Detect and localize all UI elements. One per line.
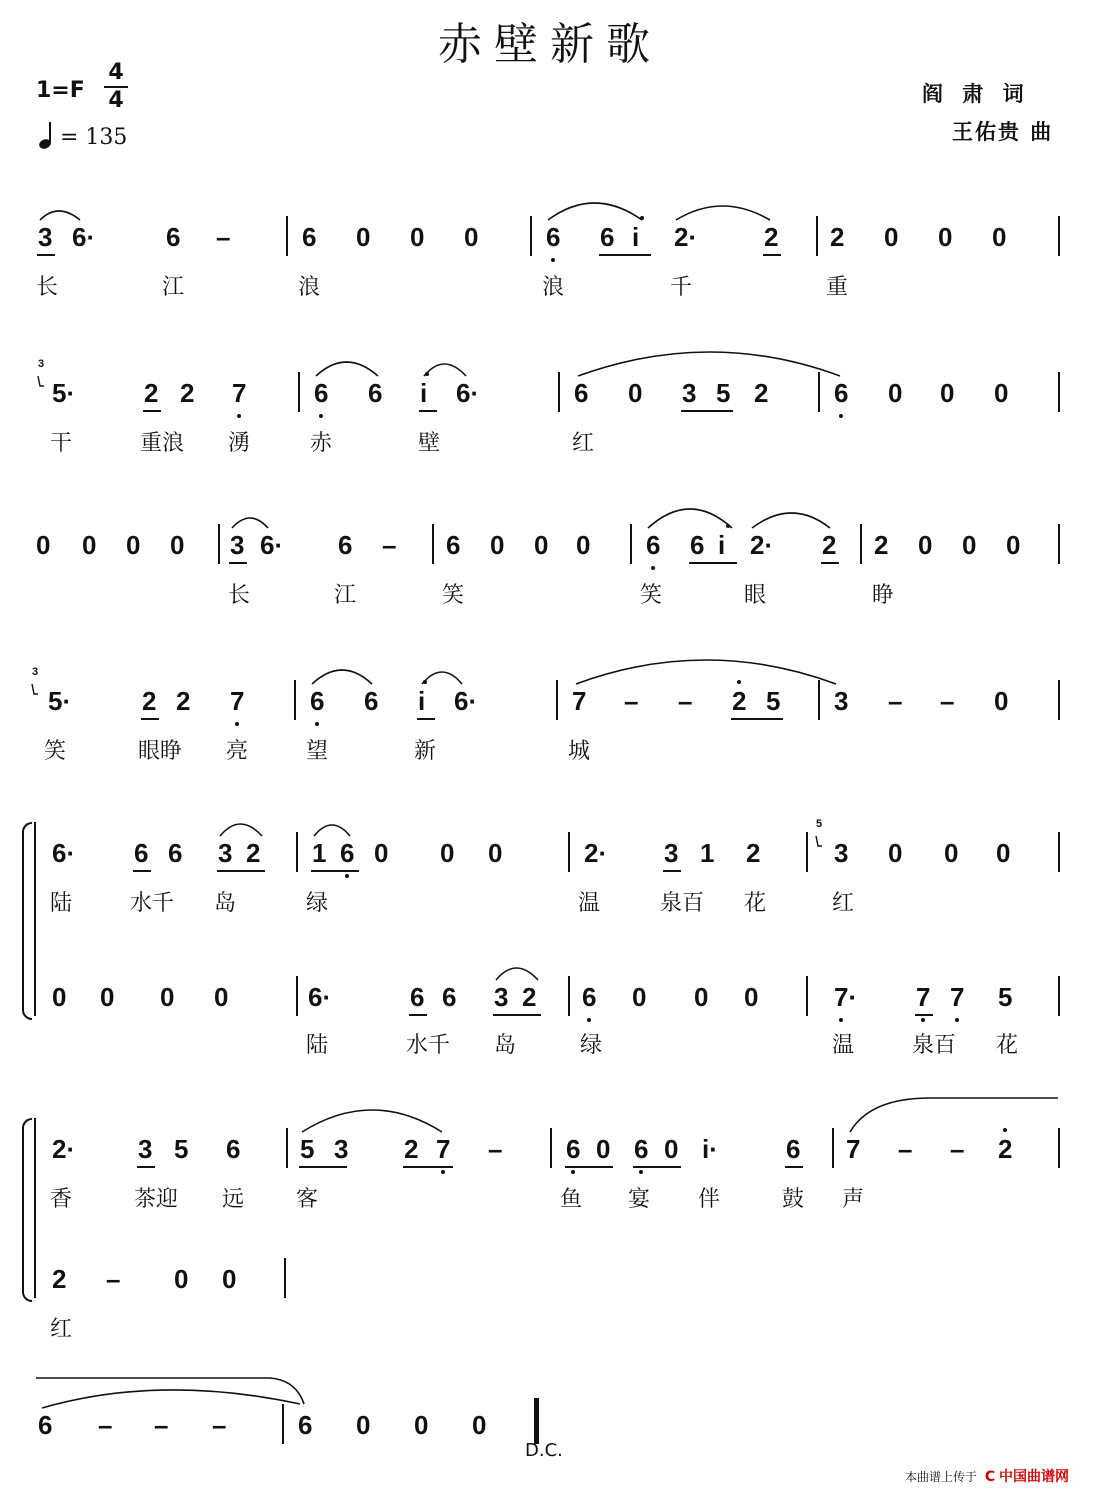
lyric: 江 [334,583,357,608]
quarter-note-icon [38,120,60,150]
note: 2 [830,222,845,252]
note: 0 [888,378,903,408]
note: – [940,686,955,716]
note: 3 [834,686,849,716]
lyric: 亮 [226,739,249,764]
lyric: 壁 [418,431,441,456]
lyrics-row [0,266,1100,300]
lyric: 重 [826,275,849,300]
note: 0 [356,222,371,252]
note: 0 [464,222,479,252]
note: 6 [168,838,183,868]
note: – [106,1264,121,1294]
note: 5 [998,982,1013,1012]
lyric: 岛 [494,1033,517,1058]
lyric: 花 [744,891,767,916]
note: 6 [634,1134,649,1164]
note: 6 [166,222,181,252]
note: 2 [404,1134,419,1164]
lyric: 江 [162,275,185,300]
notes-row [0,976,1100,1020]
lyric: 长 [36,275,59,300]
note: 2 [874,530,889,560]
note: 2· [52,1134,76,1164]
note: 0 [440,838,455,868]
lyric: 睁 [872,583,895,608]
note: 6 [446,530,461,560]
lyric: 鼓 [782,1187,805,1212]
note: 2 [754,378,769,408]
lyric: 水千 [130,891,175,916]
note: – [888,686,903,716]
note: 6 [786,1134,801,1164]
lyric: 绿 [306,891,329,916]
lyric: 伴 [698,1187,721,1212]
note: – [898,1134,913,1164]
note: – [678,686,693,716]
upload-footer [905,1466,1069,1486]
note: 0 [938,222,953,252]
note: 5 [766,686,781,716]
note: 2 [142,686,157,716]
note: 0 [534,530,549,560]
lyric: 浪 [542,275,565,300]
note: 3 [664,838,679,868]
lyric: 笑 [640,583,663,608]
note: 2 [822,530,837,560]
composer-credit: 王佑贵 曲 [952,119,1054,144]
lyric: 花 [996,1033,1019,1058]
note: 0 [944,838,959,868]
note: 3 [138,1134,153,1164]
note: 0 [628,378,643,408]
lyric: 红 [50,1317,73,1342]
note: 0 [962,530,977,560]
note: 1 [312,838,327,868]
lyric: 茶迎 [134,1187,179,1212]
note: 0 [940,378,955,408]
lyrics-row [0,1178,1100,1212]
note: 5 [174,1134,189,1164]
notes-row [0,524,1100,568]
note: 0 [222,1264,237,1294]
logo-icon: C [984,1469,996,1485]
note: 6 [574,378,589,408]
lyric: 千 [670,275,693,300]
lyric: 浪 [298,275,321,300]
note: i [418,686,426,716]
note: 6 [646,530,661,560]
note: 0 [744,982,759,1012]
note: 0 [488,838,503,868]
note: 0 [694,982,709,1012]
note: 0 [472,1410,487,1440]
lyric: 赤 [310,431,333,456]
lyric: 眼睁 [138,739,183,764]
notes-row [0,1258,1100,1302]
notes-row [0,358,1100,416]
note: 2· [674,222,698,252]
time-signature [104,62,128,112]
note: – [488,1134,503,1164]
note: 2· [584,838,608,868]
note: 2 [764,222,779,252]
note: 3 [682,378,697,408]
note: 6 [410,982,425,1012]
note: 6· [456,378,480,408]
note: 0 [36,530,51,560]
note: – [382,530,397,560]
lyric: 宴 [628,1187,651,1212]
notes-row [0,1128,1100,1172]
note: 5 [716,378,731,408]
note: 6 [442,982,457,1012]
lyrics-row [0,1024,1100,1058]
note: 0 [1006,530,1021,560]
note: 6 [302,222,317,252]
note: 6 [38,1410,53,1440]
note: 5· [48,686,72,716]
lyric: 客 [296,1187,319,1212]
lyric: 笑 [442,583,465,608]
note: 2 [176,686,191,716]
lyric: 湧 [228,431,251,456]
note: 0 [82,530,97,560]
note: 2 [246,838,261,868]
note: 0 [918,530,933,560]
lyric: 泉百 [660,891,705,916]
lyric: 鱼 [560,1187,583,1212]
note: 2 [522,982,537,1012]
lyric: 泉百 [912,1033,957,1058]
grace-note: 5 [816,818,823,830]
note: 6 [314,378,329,408]
note: 5 [300,1134,315,1164]
grace-note: 3 [38,358,45,370]
lyrics-row [0,422,1100,456]
note: 6 [368,378,383,408]
lyric: 香 [50,1187,73,1212]
note: 0 [410,222,425,252]
note: 0 [490,530,505,560]
note: – [212,1410,227,1440]
note: 6 [338,530,353,560]
lyrics-row [0,730,1100,764]
note: 0 [994,378,1009,408]
note: – [98,1410,113,1440]
note: 6 [134,838,149,868]
note: 0 [52,982,67,1012]
note: 0 [374,838,389,868]
note: 6 [298,1410,313,1440]
lyric: 远 [222,1187,245,1212]
note: 7 [846,1134,861,1164]
note: 2 [998,1134,1013,1164]
note: 6 [690,530,705,560]
lyric: 干 [50,431,73,456]
note: 6· [308,982,332,1012]
note: 0 [994,686,1009,716]
note: 6· [454,686,478,716]
note: 1 [700,838,715,868]
note: 3 [834,838,849,868]
lyricist-credit: 阎 肃 词 [922,81,1030,106]
lyric: 岛 [214,891,237,916]
notes-row [0,666,1100,724]
note: 0 [160,982,175,1012]
lyric: 温 [832,1033,855,1058]
note: 0 [356,1410,371,1440]
note: 6 [340,838,355,868]
notes-row [0,818,1100,876]
lyric: 城 [568,739,591,764]
lyric: 笑 [44,739,67,764]
song-title: 赤壁新歌 [438,19,662,70]
lyric: 望 [306,739,329,764]
note: 2· [750,530,774,560]
note: 6 [364,686,379,716]
note: 3 [218,838,233,868]
site-logo[interactable] [985,1470,1069,1484]
note: 6 [546,222,561,252]
note: 6 [226,1134,241,1164]
note: 3 [494,982,509,1012]
note: 7 [232,378,247,408]
note: 7 [572,686,587,716]
note: – [950,1134,965,1164]
lyric: 眼 [744,583,767,608]
note: 0 [214,982,229,1012]
lyrics-row [0,882,1100,916]
note: 0 [576,530,591,560]
lyric: 新 [414,739,437,764]
footer-site: 中国曲谱网 [998,1469,1069,1485]
note: 2 [52,1264,67,1294]
note: – [624,686,639,716]
note: 2 [746,838,761,868]
time-signature-top: 4 [108,60,124,85]
note: 7 [230,686,245,716]
note: 6· [72,222,96,252]
lyric: 温 [578,891,601,916]
note: i· [702,1134,718,1164]
note: 6 [310,686,325,716]
note: 7· [834,982,858,1012]
lyrics-row [0,1308,1100,1342]
note: – [154,1410,169,1440]
note: 3 [334,1134,349,1164]
grace-note: 3 [32,666,39,678]
time-signature-bottom: 4 [108,88,124,113]
note: 6 [600,222,615,252]
note: 7 [916,982,931,1012]
note: 6 [582,982,597,1012]
note: i [420,378,428,408]
note: i [718,530,726,560]
lyric: 长 [228,583,251,608]
note: 0 [170,530,185,560]
note: – [216,222,231,252]
tempo-marking [38,120,127,150]
notes-row [0,216,1100,260]
da-capo-mark: D.C. [525,1440,563,1461]
note: 0 [100,982,115,1012]
note: 2 [732,686,747,716]
note: 0 [414,1410,429,1440]
lyric: 重浪 [140,431,185,456]
note: 0 [996,838,1011,868]
note: 0 [664,1134,679,1164]
note: 3 [38,222,53,252]
lyric: 水千 [406,1033,451,1058]
note: 0 [884,222,899,252]
note: 6 [834,378,849,408]
lyric: 声 [842,1187,865,1212]
note: 0 [126,530,141,560]
note: 7 [436,1134,451,1164]
note: 2 [144,378,159,408]
lyric: 红 [572,431,595,456]
lyric: 红 [832,891,855,916]
note: 2 [180,378,195,408]
key-signature: 1=F [36,78,85,103]
tempo-value: = 135 [60,125,128,150]
note: 0 [632,982,647,1012]
note: 0 [174,1264,189,1294]
note: i [632,222,640,252]
note: 0 [888,838,903,868]
note: 7 [950,982,965,1012]
lyric: 陆 [306,1033,329,1058]
note: 6 [566,1134,581,1164]
note: 0 [992,222,1007,252]
note: 5· [52,378,76,408]
footer-text: 本曲谱上传于 [905,1470,978,1484]
note: 3 [230,530,245,560]
lyrics-row [0,574,1100,608]
lyric: 陆 [50,891,73,916]
note: 6· [260,530,284,560]
note: 0 [596,1134,611,1164]
note: 6· [52,838,76,868]
lyric: 绿 [580,1033,603,1058]
